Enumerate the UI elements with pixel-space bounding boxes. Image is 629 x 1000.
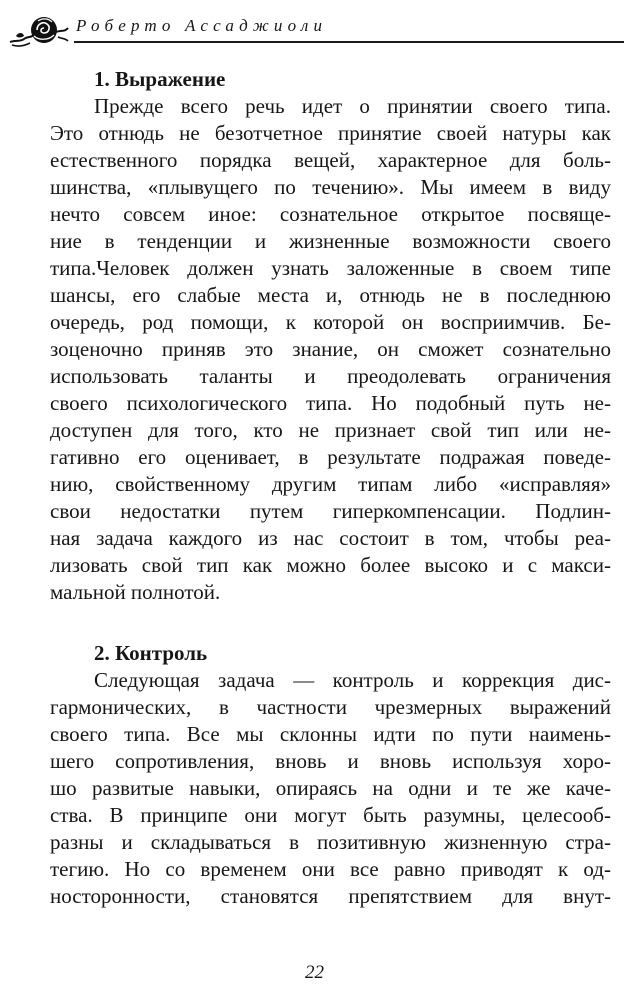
page-number: 22: [305, 962, 324, 983]
text-line: шего сопротивления, вновь и вновь используя хоро-: [50, 749, 611, 773]
text-line: Прежде всего речь идет о принятии своего типа.: [94, 94, 611, 118]
text-line: своего типа. Все мы склонны идти по пути наимень-: [50, 722, 611, 746]
text-line: мальной полнотой.: [50, 580, 221, 604]
text-line: тегию. Но со временем они все равно приводят к од-: [50, 857, 611, 881]
section-gap: [50, 606, 611, 640]
section-title: 2. Контроль: [94, 641, 208, 665]
text-line: естественного порядка вещей, характерное для боль-: [50, 148, 611, 172]
text-line: гармонических, в частности чрезмерных выражений: [50, 695, 611, 719]
text-line: шо развитые навыки, опираясь на одни и те же каче-: [50, 776, 611, 800]
section-paragraph: [50, 93, 611, 606]
page-body: [50, 66, 611, 910]
text-line: очередь, род помощи, к которой он восприимчив. Бе-: [50, 310, 611, 334]
text-line: гативно его оценивает, в результате подражая поведе-: [50, 445, 611, 469]
text-line: носторонности, становятся препятствием для внут-: [50, 884, 611, 908]
text-line: лизовать свой тип как можно более высоко и с макси-: [50, 553, 611, 577]
running-title: Роберто Ассаджиоли: [76, 16, 328, 35]
text-line: зоценочно приняв это знание, он сможет сознательно: [50, 337, 611, 361]
text-line: ние в тенденции и жизненные возможности своего: [50, 229, 611, 253]
page-header: [8, 10, 624, 50]
text-line: доступен для того, кто не признает свой тип или не-: [50, 418, 611, 442]
text-line: шинства, «плывущего по течению». Мы имеем в виду: [50, 175, 611, 199]
text-line: разны и складываться в позитивную жизненную стра-: [50, 830, 611, 854]
text-line: Это отнюдь не безотчетное принятие своей натуры как: [50, 121, 611, 145]
text-line: ства. В принципе они могут быть разумны, целесооб-: [50, 803, 611, 827]
text-line: шансы, его слабые места и, отнюдь не в последнюю: [50, 283, 611, 307]
text-line: типа.Человек должен узнать заложенные в своем типе: [50, 256, 611, 280]
text-line: Следующая задача — контроль и коррекция дис-: [94, 668, 611, 692]
text-line: ная задача каждого из нас состоит в том, чтобы реа-: [50, 526, 611, 550]
text-line: свои недостатки путем гиперкомпенсации. Подлин-: [50, 499, 611, 523]
text-line: нечто совсем иное: сознательное открытое посвяще-: [50, 202, 611, 226]
section-paragraph: [50, 667, 611, 910]
header-rule: [74, 41, 624, 43]
text-line: нию, свойственному другим типам либо «исправляя»: [50, 472, 611, 496]
rose-ornament-icon: [8, 12, 70, 48]
text-line: использовать таланты и преодолевать ограничения: [50, 364, 611, 388]
section-title: 1. Выражение: [94, 67, 226, 91]
text-line: своего психологического типа. Но подобный путь не-: [50, 391, 611, 415]
